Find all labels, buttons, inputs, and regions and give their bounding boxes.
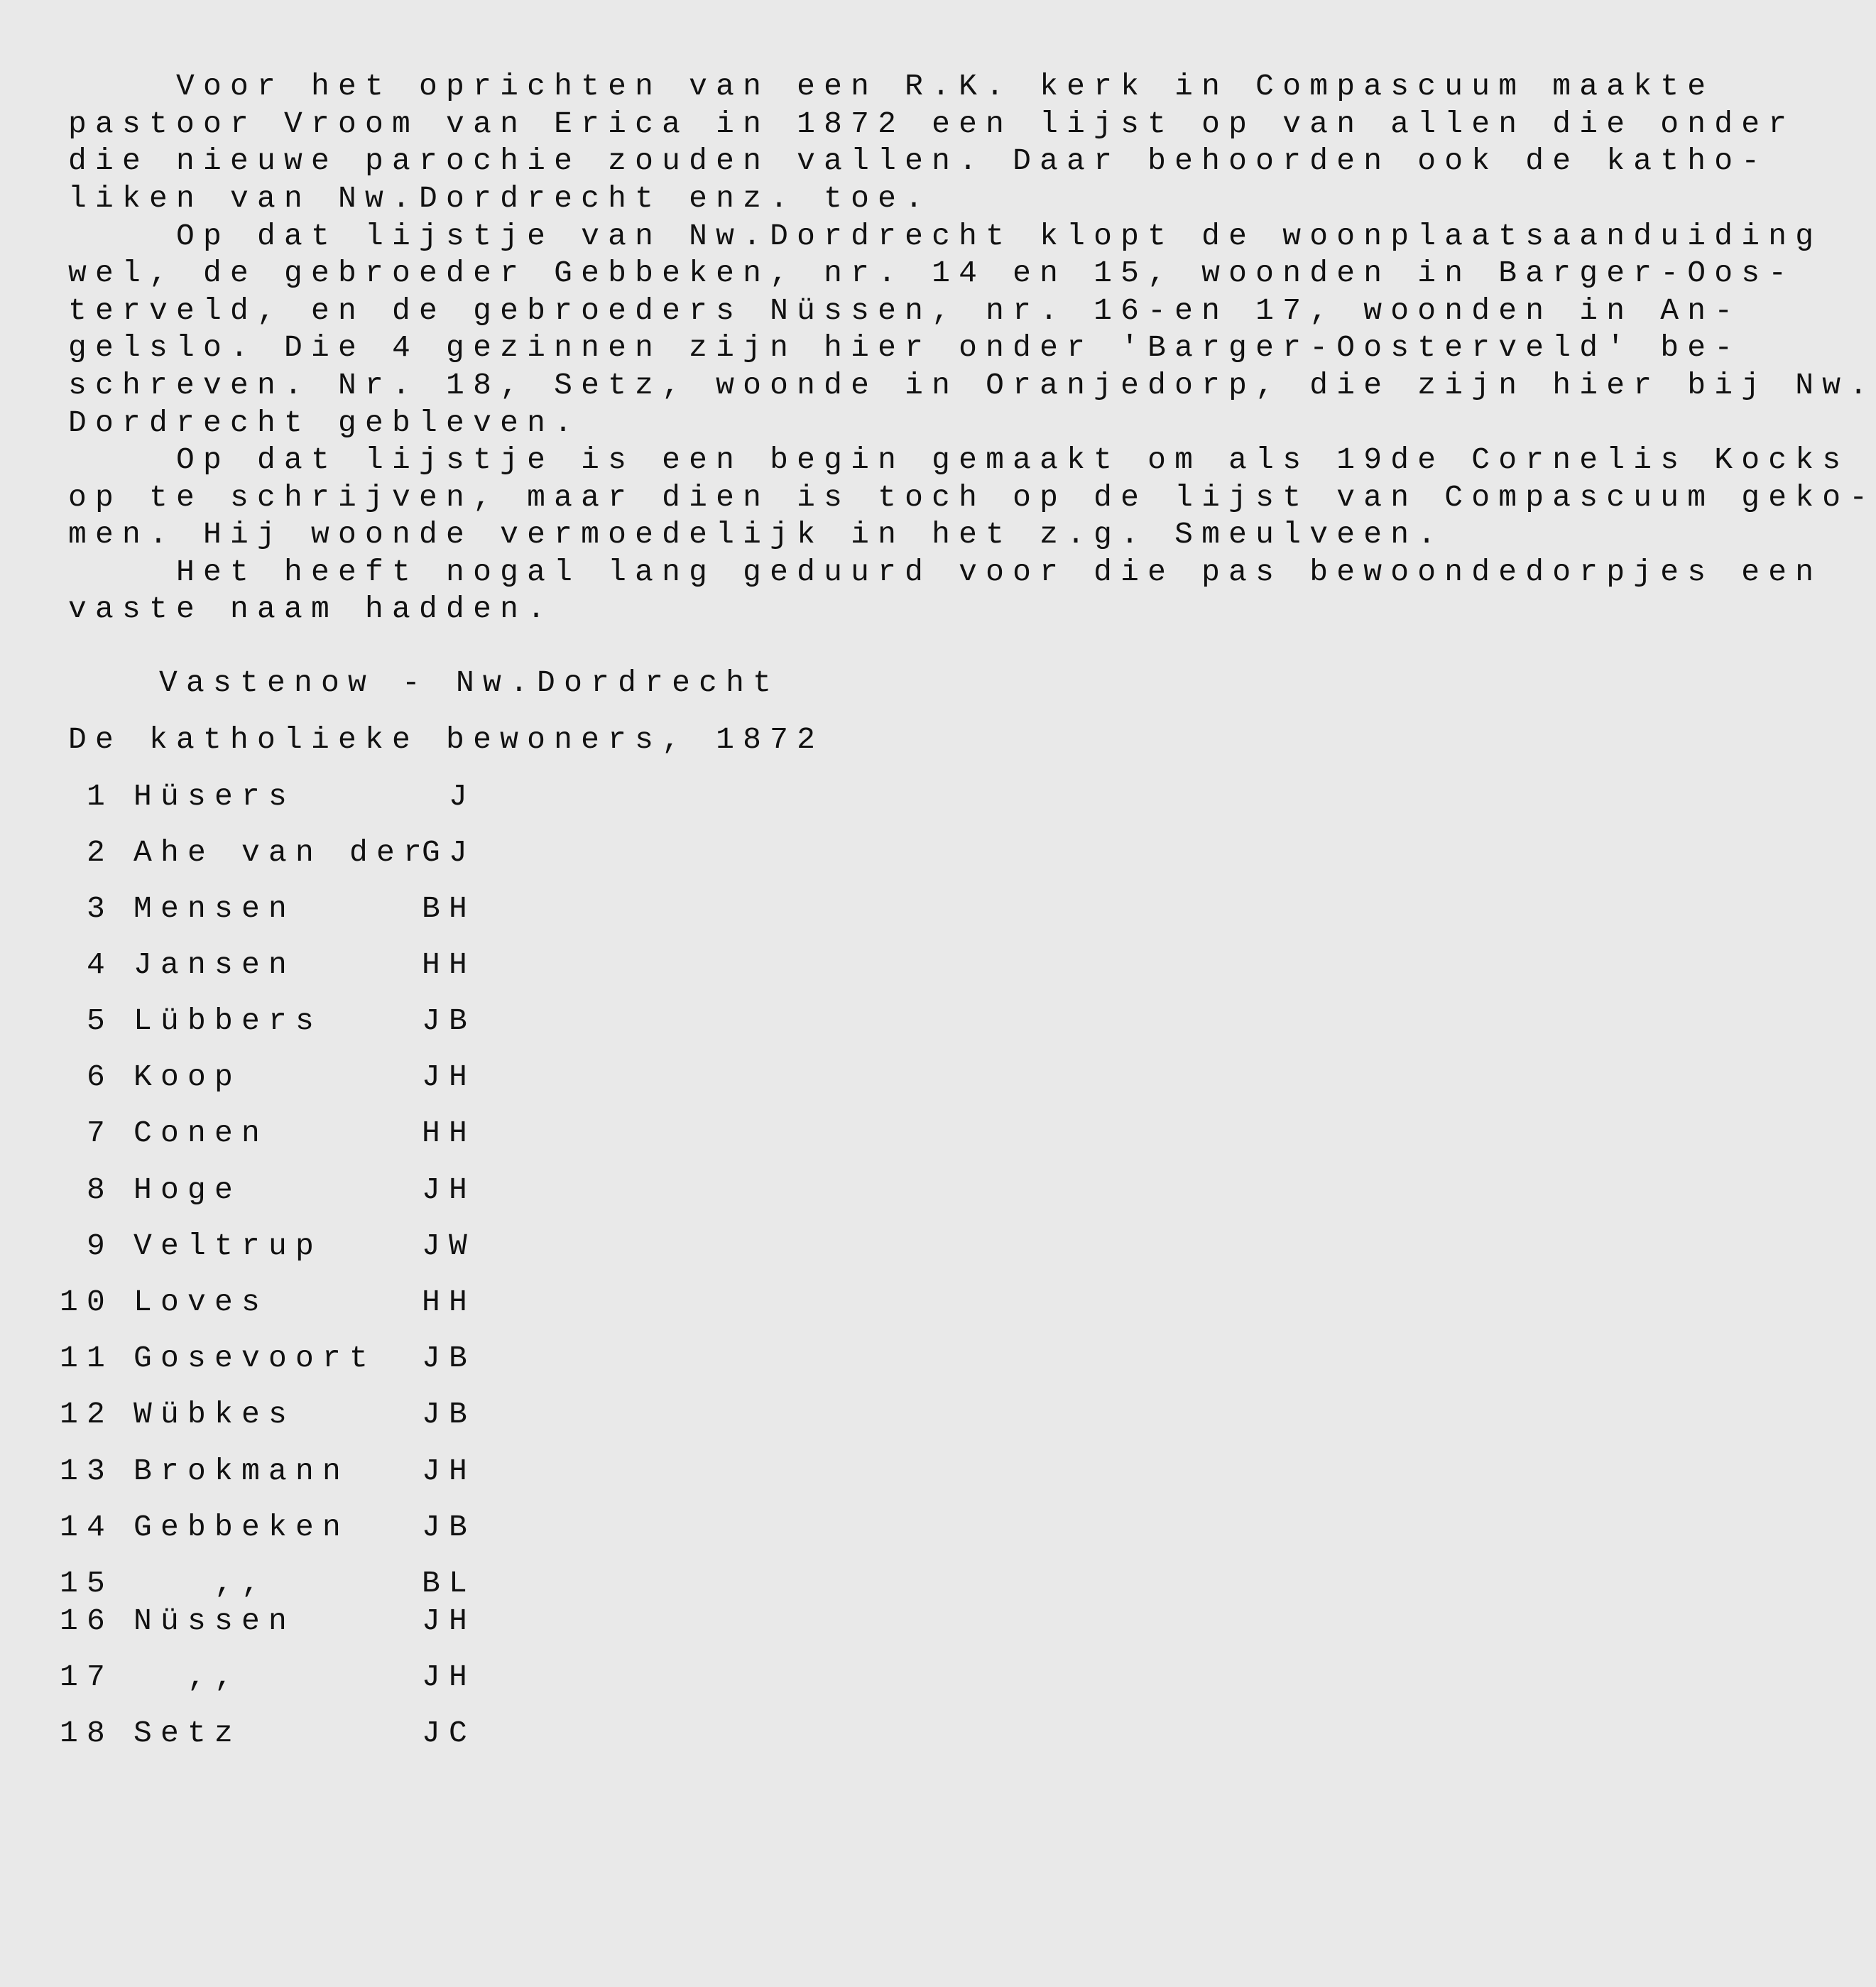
entry-number: 14 — [59, 1510, 114, 1545]
entry-initials: J — [448, 779, 476, 814]
entry-initials: JB — [421, 1341, 476, 1376]
entry-number: 4 — [86, 947, 114, 982]
entry-number: 15 — [59, 1566, 114, 1601]
entry-initials: HH — [421, 1285, 476, 1319]
entry-number: 5 — [86, 1003, 114, 1038]
entry-number: 6 — [86, 1060, 114, 1094]
text-line: terveld, en de gebroeders Nüssen, nr. 16-en 17, woonden in An- — [68, 293, 1742, 328]
entry-name: Jansen — [133, 947, 296, 982]
entry-name: Gosevoort — [133, 1341, 377, 1376]
entry-initials: GJ — [421, 835, 476, 870]
entry-initials: HH — [421, 1116, 476, 1150]
entry-name: Gebbeken — [133, 1510, 350, 1545]
entry-name: Setz — [133, 1716, 242, 1751]
entry-initials: JC — [421, 1716, 476, 1751]
text-line: Op dat lijstje is een begin gemaakt om als 19de Cornelis Kocks — [68, 442, 1850, 477]
entry-initials: HH — [421, 947, 476, 982]
entry-initials: JH — [421, 1172, 476, 1207]
entry-initials: BH — [421, 891, 476, 926]
entry-name: Ahe van der — [133, 835, 431, 870]
entry-initials: JW — [421, 1229, 476, 1263]
entry-name: Veltrup — [133, 1229, 323, 1263]
entry-name: Hüsers — [133, 779, 296, 814]
text-line: schreven. Nr. 18, Setz, woonde in Oranjedorp, die zijn hier bij Nw. — [68, 368, 1876, 403]
entry-number: 1 — [86, 779, 114, 814]
entry-number: 7 — [86, 1116, 114, 1150]
text-line: Het heeft nogal lang geduurd voor die pas bewoondedorpjes een — [68, 555, 1823, 589]
section-subtitle: Vastenow - Nw.Dordrecht — [159, 665, 780, 700]
entry-number: 2 — [86, 835, 114, 870]
entry-initials: JH — [421, 1660, 476, 1694]
entry-number: 3 — [86, 891, 114, 926]
entry-number: 16 — [59, 1604, 114, 1638]
entry-initials: JB — [421, 1510, 476, 1545]
list-heading: De katholieke bewoners, 1872 — [68, 722, 824, 757]
entry-initials: JB — [421, 1003, 476, 1038]
entry-name: Mensen — [133, 891, 296, 926]
entry-name: Lübbers — [133, 1003, 323, 1038]
text-line: Dordrecht gebleven. — [68, 405, 582, 440]
entry-initials: JH — [421, 1060, 476, 1094]
entry-number: 13 — [59, 1454, 114, 1488]
text-line: Voor het oprichten van een R.K. kerk in Compascuum maakte — [68, 69, 1715, 104]
text-line: men. Hij woonde vermoedelijk in het z.g. Smeulveen. — [68, 517, 1445, 552]
text-line: wel, de gebroeder Gebbeken, nr. 14 en 15, woonden in Barger-Oos- — [68, 256, 1796, 290]
text-line: gelslo. Die 4 gezinnen zijn hier onder 'Barger-Oosterveld' be- — [68, 330, 1742, 365]
entry-initials: JH — [421, 1454, 476, 1488]
text-line: liken van Nw.Dordrecht enz. toe. — [68, 181, 932, 216]
entry-number: 18 — [59, 1716, 114, 1751]
entry-name: Loves — [133, 1285, 269, 1319]
text-line: pastoor Vroom van Erica in 1872 een lijst op van allen die onder — [68, 107, 1796, 141]
entry-name: Brokmann — [133, 1454, 350, 1488]
entry-name: ,, — [133, 1566, 269, 1601]
text-line: die nieuwe parochie zouden vallen. Daar behoorden ook de katho- — [68, 143, 1769, 178]
text-line: vaste naam hadden. — [68, 592, 555, 626]
entry-initials: JH — [421, 1604, 476, 1638]
entry-name: Conen — [133, 1116, 269, 1150]
entry-number: 10 — [59, 1285, 114, 1319]
entry-number: 9 — [86, 1229, 114, 1263]
entry-number: 12 — [59, 1397, 114, 1432]
entry-number: 17 — [59, 1660, 114, 1694]
text-line: op te schrijven, maar dien is toch op de lijst van Compascuum geko- — [68, 480, 1876, 515]
entry-name: Hoge — [133, 1172, 242, 1207]
text-line: Op dat lijstje van Nw.Dordrecht klopt de woonplaatsaanduiding — [68, 219, 1823, 254]
entry-name: ,, — [133, 1660, 242, 1694]
entry-initials: JB — [421, 1397, 476, 1432]
entry-number: 11 — [59, 1341, 114, 1376]
entry-name: Wübkes — [133, 1397, 296, 1432]
entry-number: 8 — [86, 1172, 114, 1207]
entry-name: Koop — [133, 1060, 242, 1094]
entry-initials: BL — [421, 1566, 476, 1601]
entry-name: Nüssen — [133, 1604, 296, 1638]
